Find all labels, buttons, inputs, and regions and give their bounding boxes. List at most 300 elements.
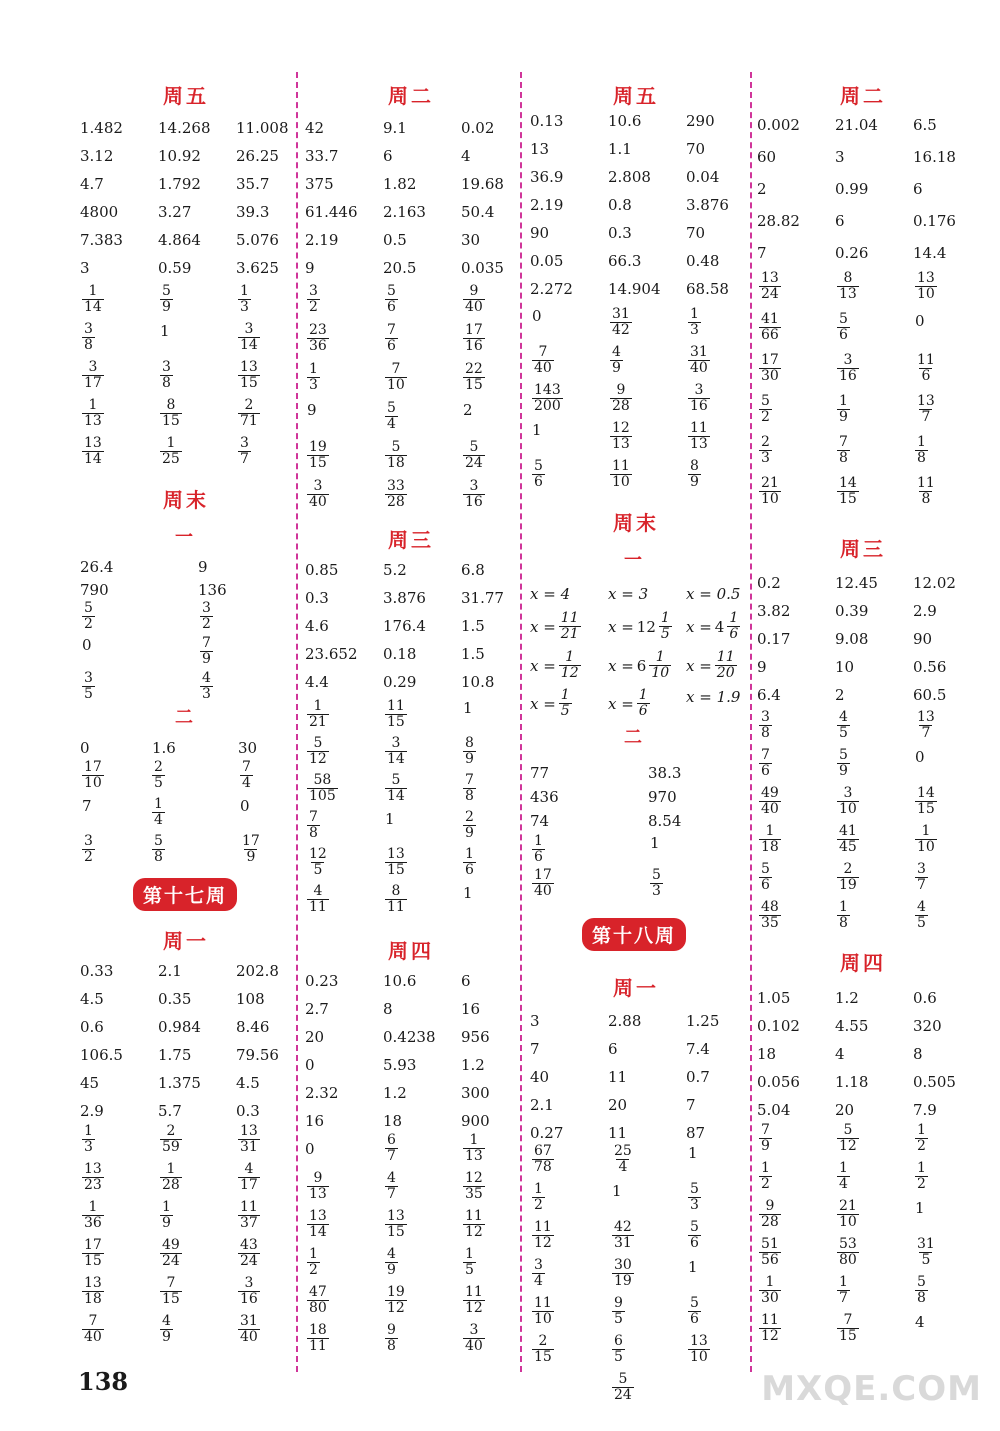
answer-value: 7	[530, 1040, 540, 1058]
numerator: 5	[84, 600, 93, 616]
fraction	[532, 383, 563, 414]
numerator: 12	[309, 846, 327, 862]
numerator: 17	[534, 867, 552, 883]
numerator: 30	[614, 1257, 632, 1273]
fraction	[559, 650, 581, 681]
section-heading: 周四	[388, 939, 434, 963]
denominator: 12	[465, 1300, 483, 1316]
denominator: 200	[534, 398, 561, 414]
fraction	[915, 862, 928, 893]
numerator: 1	[465, 1246, 474, 1262]
answer-value: 0	[532, 307, 542, 325]
section-heading: 周四	[840, 951, 886, 975]
fraction	[385, 736, 407, 767]
denominator: 17	[240, 1177, 258, 1193]
denominator: 24	[614, 1387, 632, 1403]
denominator: 13	[465, 1148, 483, 1164]
answer-value: 10.6	[608, 112, 642, 130]
denominator: 16	[839, 368, 857, 384]
denominator: 11	[309, 899, 327, 915]
answer-value: 1.375	[158, 1074, 201, 1092]
fraction	[837, 1199, 859, 1230]
numerator: 2	[761, 434, 770, 450]
fraction	[532, 1220, 554, 1251]
denominator: 10	[917, 839, 935, 855]
fraction	[307, 847, 329, 878]
numerator: 17	[84, 759, 102, 775]
numerator: 1	[638, 687, 648, 703]
answer-value: 0.59	[158, 259, 192, 277]
fraction	[837, 435, 850, 466]
numerator: 5	[761, 393, 770, 409]
fraction	[759, 1237, 781, 1268]
answer-value: 0.85	[305, 561, 339, 579]
denominator: 37	[240, 1215, 258, 1231]
denominator: 66	[761, 327, 779, 343]
fraction	[612, 1334, 625, 1365]
numerator: 1	[917, 1122, 926, 1138]
numerator: 8	[465, 735, 474, 751]
equation-answer	[686, 585, 740, 603]
answer-value: 0.26	[835, 244, 869, 262]
fraction	[915, 353, 937, 384]
answer-value: 0.035	[461, 259, 504, 277]
denominator: 36	[309, 338, 327, 354]
denominator: 19	[839, 877, 857, 893]
answer-value: 39.3	[236, 203, 270, 221]
part-numeral: 一	[175, 527, 193, 548]
fraction	[463, 1133, 485, 1164]
fraction	[610, 345, 623, 376]
numerator: 49	[162, 1237, 180, 1253]
denominator: 40	[309, 494, 327, 510]
denominator: 5	[154, 775, 163, 791]
answer-value: 0.48	[686, 252, 720, 270]
answer-value: 0.33	[80, 962, 114, 980]
fraction	[612, 1296, 625, 1327]
answer-value: 375	[305, 175, 334, 193]
numerator: 31	[690, 344, 708, 360]
numerator: 11	[917, 475, 935, 491]
fraction	[610, 459, 632, 490]
fraction	[307, 736, 329, 767]
numerator: 1	[839, 899, 848, 915]
column-separator	[520, 72, 522, 1372]
denominator: 6	[761, 877, 770, 893]
fraction	[759, 312, 781, 343]
denominator: 2	[202, 616, 211, 632]
denominator: 16	[465, 494, 483, 510]
denominator: 10	[387, 377, 405, 393]
fraction	[463, 1171, 485, 1202]
answer-value: 10.92	[158, 147, 201, 165]
answer-value: 1.2	[835, 989, 859, 1007]
numerator: 3	[162, 359, 171, 375]
denominator: 9	[162, 299, 171, 315]
fraction	[637, 688, 650, 719]
numerator: 4	[387, 1246, 396, 1262]
answer-value: 6.4	[757, 686, 781, 704]
numerator: 3	[84, 833, 93, 849]
answer-value: 5.7	[158, 1102, 182, 1120]
denominator: 18	[761, 839, 779, 855]
fraction	[152, 797, 165, 828]
denominator: 3	[240, 299, 249, 315]
answer-value: 4800	[80, 203, 119, 221]
denominator: 8	[162, 375, 171, 391]
answer-value: 0.27	[530, 1124, 564, 1142]
fraction	[915, 1237, 937, 1268]
numerator: 13	[84, 1161, 102, 1177]
answer-value: 6	[835, 212, 845, 230]
denominator: 7	[917, 877, 926, 893]
denominator: 6	[690, 1311, 699, 1327]
answer-value: 0.984	[158, 1018, 201, 1036]
numerator: 67	[534, 1143, 552, 1159]
fraction	[915, 900, 928, 931]
numerator: 9	[469, 283, 479, 299]
fraction	[307, 699, 329, 730]
fraction	[463, 847, 476, 878]
fraction	[837, 353, 859, 384]
fraction	[82, 760, 104, 791]
answer-value: 9	[307, 401, 317, 419]
denominator: 40	[534, 360, 552, 376]
fraction	[532, 1296, 554, 1327]
equation-text: x = 4	[530, 585, 571, 603]
fraction	[837, 862, 859, 893]
denominator: 3	[652, 883, 661, 899]
denominator: 13	[84, 413, 102, 429]
fraction	[82, 322, 95, 353]
denominator: 18	[387, 455, 405, 471]
fraction	[837, 271, 859, 302]
numerator: 13	[84, 1275, 102, 1291]
answer-value: 3.27	[158, 203, 192, 221]
answer-value: 8	[913, 1045, 923, 1063]
equation-text: x =	[608, 617, 634, 636]
denominator: 30	[761, 1290, 779, 1306]
denominator: 21	[309, 714, 327, 730]
fraction	[307, 884, 329, 915]
denominator: 12	[761, 1328, 779, 1344]
fraction	[238, 436, 251, 467]
answer-value: 0.39	[835, 602, 869, 620]
answer-value: 8	[383, 1000, 393, 1018]
numerator: 1	[761, 1160, 770, 1176]
answer-value: 1.82	[383, 175, 417, 193]
fraction	[559, 611, 581, 642]
denominator: 6	[729, 626, 739, 642]
fraction	[82, 834, 95, 865]
answer-value: 900	[461, 1112, 490, 1130]
fraction	[82, 1200, 104, 1231]
numerator: 1	[162, 1199, 171, 1215]
answer-value: 14.268	[158, 119, 211, 137]
answer-value: 20	[305, 1028, 325, 1046]
numerator: 1	[469, 1132, 479, 1148]
numerator: 8	[843, 270, 853, 286]
denominator: 2	[309, 299, 318, 315]
answer-value: 6	[383, 147, 393, 165]
answer-value: 60	[757, 148, 777, 166]
denominator: 6	[534, 849, 543, 865]
numerator: 5	[690, 1295, 699, 1311]
answer-value: 4.5	[80, 990, 104, 1008]
numerator: 11	[560, 610, 579, 626]
denominator: 28	[761, 1214, 779, 1230]
numerator: 41	[761, 311, 779, 327]
answer-value: 3.12	[80, 147, 114, 165]
numerator: 1	[309, 1246, 318, 1262]
numerator: 3	[84, 670, 93, 686]
answer-value: 3.876	[383, 589, 426, 607]
answer-value: 10.8	[461, 673, 495, 691]
denominator: 14	[84, 451, 102, 467]
denominator: 21	[560, 626, 579, 642]
fraction	[82, 398, 104, 429]
answer-value: 1.05	[757, 989, 791, 1007]
numerator: 1	[88, 1199, 98, 1215]
denominator: 14	[84, 299, 102, 315]
answer-value: 2.1	[530, 1096, 554, 1114]
answer-value: 40	[530, 1068, 550, 1086]
fraction	[915, 435, 928, 466]
fraction	[160, 1314, 173, 1345]
numerator: 3	[309, 283, 318, 299]
answer-value: 7.4	[686, 1040, 710, 1058]
answer-value: 6	[461, 972, 471, 990]
fraction	[463, 773, 476, 804]
fraction	[612, 1144, 634, 1175]
fraction	[759, 1199, 781, 1230]
answer-value: 0.7	[686, 1068, 710, 1086]
denominator: 7	[839, 1290, 848, 1306]
denominator: 10	[917, 286, 935, 302]
denominator: 18	[84, 1291, 102, 1307]
answer-value: 35.7	[236, 175, 270, 193]
denominator: 10	[690, 1349, 708, 1365]
fraction	[238, 1238, 260, 1269]
answer-value: 9.08	[835, 630, 869, 648]
numerator: 1	[690, 306, 699, 322]
answer-value: 202.8	[236, 962, 279, 980]
denominator: 6	[387, 299, 396, 315]
numerator: 1	[313, 698, 323, 714]
denominator: 30	[761, 368, 779, 384]
numerator: 7	[843, 1312, 853, 1328]
numerator: 8	[690, 458, 699, 474]
week-label: 第十七周	[133, 878, 237, 911]
denominator: 2	[309, 1262, 318, 1278]
numerator: 5	[387, 283, 396, 299]
numerator: 53	[839, 1236, 857, 1252]
fraction	[463, 810, 476, 841]
numerator: 8	[166, 397, 176, 413]
denominator: 8	[309, 825, 318, 841]
numerator: 13	[917, 709, 935, 725]
numerator: 1	[166, 1161, 176, 1177]
denominator: 3	[761, 450, 770, 466]
denominator: 8	[839, 915, 848, 931]
answer-value: 0.2	[757, 574, 781, 592]
fraction	[238, 284, 251, 315]
fraction	[238, 360, 260, 391]
denominator: 6	[638, 703, 648, 719]
numerator: 11	[716, 649, 735, 665]
numerator: 4	[387, 1170, 396, 1186]
answer-value: 0.05	[530, 252, 564, 270]
answer-value: 60.5	[913, 686, 947, 704]
numerator: 5	[843, 1122, 853, 1138]
fraction	[82, 360, 104, 391]
equation-text: x =	[608, 694, 634, 713]
numerator: 5	[917, 1274, 926, 1290]
answer-value: 36.9	[530, 168, 564, 186]
watermark: MXQE.COM	[761, 1369, 982, 1409]
answer-value: 1	[463, 699, 473, 717]
answer-value: 42	[305, 119, 325, 137]
numerator: 1	[729, 610, 739, 626]
numerator: 13	[387, 1208, 405, 1224]
answer-value: 70	[686, 224, 706, 242]
section-heading: 周三	[388, 528, 434, 552]
fraction	[532, 1334, 554, 1365]
numerator: 42	[614, 1219, 632, 1235]
denominator: 10	[761, 491, 779, 507]
answer-value: 320	[913, 1017, 942, 1035]
denominator: 19	[614, 1273, 632, 1289]
answer-value: 2	[463, 401, 473, 419]
denominator: 105	[309, 788, 336, 804]
denominator: 16	[690, 398, 708, 414]
fraction	[307, 479, 329, 510]
equation-text: x =	[686, 656, 712, 675]
fraction	[837, 710, 850, 741]
answer-value: 1.792	[158, 175, 201, 193]
fraction	[649, 650, 671, 681]
fraction	[463, 736, 476, 767]
equation-text: x =	[530, 656, 556, 675]
fraction	[152, 834, 165, 865]
answer-value: 1	[160, 322, 170, 340]
fraction	[688, 307, 701, 338]
answer-value: 0.102	[757, 1017, 800, 1035]
denominator: 5	[560, 703, 570, 719]
answer-value: 290	[686, 112, 715, 130]
denominator: 15	[465, 377, 483, 393]
answer-value: 6	[913, 180, 923, 198]
fraction	[532, 459, 545, 490]
fraction	[385, 1171, 398, 1202]
fraction	[759, 748, 772, 779]
answer-value: 1.482	[80, 119, 123, 137]
equation-text: x = 0.5	[686, 585, 741, 603]
denominator: 8	[839, 450, 848, 466]
numerator: 13	[84, 435, 102, 451]
answer-value: 7	[757, 244, 767, 262]
fraction	[385, 1285, 407, 1316]
answer-value: 8.46	[236, 1018, 270, 1036]
answer-value: 4.5	[236, 1074, 260, 1092]
numerator: 1	[765, 823, 775, 839]
fraction	[759, 862, 772, 893]
answer-value: 18	[383, 1112, 403, 1130]
denominator: 80	[309, 1300, 327, 1316]
denominator: 12	[309, 751, 327, 767]
numerator: 14	[839, 475, 857, 491]
numerator: 11	[240, 1199, 258, 1215]
denominator: 15	[534, 1349, 552, 1365]
denominator: 10	[84, 775, 102, 791]
numerator: 11	[917, 352, 935, 368]
equation-text: x =	[530, 617, 556, 636]
denominator: 3	[84, 1139, 93, 1155]
answer-value: 7.9	[913, 1101, 937, 1119]
denominator: 3	[690, 322, 699, 338]
fraction	[759, 1313, 781, 1344]
answer-value: 1.5	[461, 645, 485, 663]
denominator: 15	[309, 455, 327, 471]
denominator: 8	[465, 788, 474, 804]
numerator: 31	[612, 306, 630, 322]
numerator: 41	[839, 823, 857, 839]
denominator: 5	[921, 1252, 931, 1268]
fraction	[532, 834, 545, 865]
numerator: 3	[694, 382, 704, 398]
denominator: 25	[162, 451, 180, 467]
denominator: 40	[534, 883, 552, 899]
numerator: 11	[612, 458, 630, 474]
section-heading: 周五	[613, 84, 659, 108]
fraction	[759, 435, 772, 466]
numerator: 2	[538, 1333, 548, 1349]
denominator: 15	[84, 1253, 102, 1269]
denominator: 11	[387, 899, 405, 915]
answer-value: 790	[80, 581, 109, 599]
answer-value: 16.18	[913, 148, 956, 166]
numerator: 9	[313, 1170, 323, 1186]
fraction	[915, 824, 937, 855]
answer-value: 0.6	[913, 989, 937, 1007]
numerator: 7	[202, 635, 211, 651]
fraction	[837, 824, 859, 855]
denominator: 28	[387, 494, 405, 510]
numerator: 5	[391, 439, 401, 455]
numerator: 1	[917, 1160, 926, 1176]
numerator: 23	[309, 322, 327, 338]
equation-answer	[608, 688, 650, 719]
fraction	[759, 1161, 772, 1192]
answer-value: 11.008	[236, 119, 289, 137]
numerator: 3	[88, 359, 98, 375]
answer-value: 79.56	[236, 1046, 279, 1064]
fraction	[727, 611, 740, 642]
fraction	[385, 401, 398, 432]
fraction	[307, 1171, 329, 1202]
answer-value: 436	[530, 788, 559, 806]
fraction	[463, 479, 485, 510]
answer-value: 4.7	[80, 175, 104, 193]
denominator: 6	[465, 862, 474, 878]
fraction	[463, 1209, 485, 1240]
denominator: 31	[614, 1235, 632, 1251]
denominator: 5	[614, 1311, 623, 1327]
answer-value: 7	[82, 797, 92, 815]
fraction	[307, 1209, 329, 1240]
fraction	[160, 1276, 182, 1307]
denominator: 9	[387, 1262, 396, 1278]
